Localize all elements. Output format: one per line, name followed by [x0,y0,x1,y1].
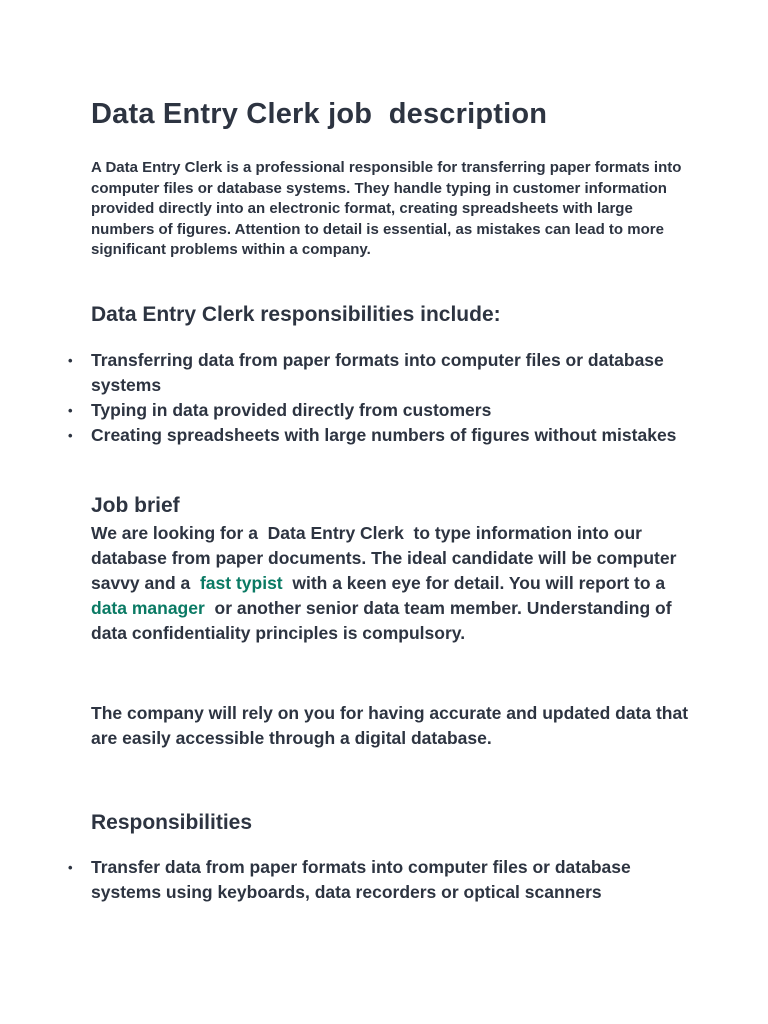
list-item: • Creating spreadsheets with large numbers of figures without mistakes [91,423,698,448]
job-brief-text-3: or another senior data team member. Understanding of data confidentiality principles is compulsory. [91,598,677,643]
responsibilities-intro-list [91,348,698,448]
responsibilities-list [91,855,698,905]
fast-typist-link[interactable]: fast typist [195,573,288,593]
job-brief-paragraph-2-block [91,701,698,751]
job-brief-paragraph-2: The company will rely on you for having accurate and updated data that are easily accessible through a digital database. [91,703,693,748]
list-item: • Transferring data from paper formats into computer files or database systems [91,348,698,398]
intro-paragraph: A Data Entry Clerk is a professional responsible for transferring paper formats into computer files or database systems. They handle typing in customer information provided directly into an electronic format, creating spreadsheets with large numbers of figures. Attention to detail is essential, as mistakes can lead to more significant problems within a company. [91,159,682,258]
job-brief-heading: Job brief [91,494,180,517]
job-brief-text-1: We are looking for a Data Entry Clerk to type information into our database from paper documents. The ideal candidate will be computer savvy and a [91,523,682,593]
responsibilities-list-block [91,855,698,905]
list-item: • Transfer data from paper formats into computer files or database systems using keyboards, data recorders or optical scanners [91,855,698,905]
responsibilities-intro-list-block [91,348,698,448]
responsibilities-intro-heading-block [91,302,698,328]
job-brief-paragraph-block [91,521,698,646]
title-block [91,97,698,131]
page-title: Data Entry Clerk job description [91,98,548,130]
job-brief-text-2: with a keen eye for detail. You will report to a [287,573,670,593]
responsibilities-heading: Responsibilities [91,811,253,834]
job-brief-paragraph [91,521,698,646]
intro-block [91,158,698,261]
data-manager-link[interactable]: data manager [91,573,675,618]
list-item: • Typing in data provided directly from customers [91,398,698,423]
responsibilities-heading-block [91,810,698,836]
job-brief-heading-block [91,493,698,519]
responsibilities-intro-heading: Data Entry Clerk responsibilities include: [91,303,501,326]
